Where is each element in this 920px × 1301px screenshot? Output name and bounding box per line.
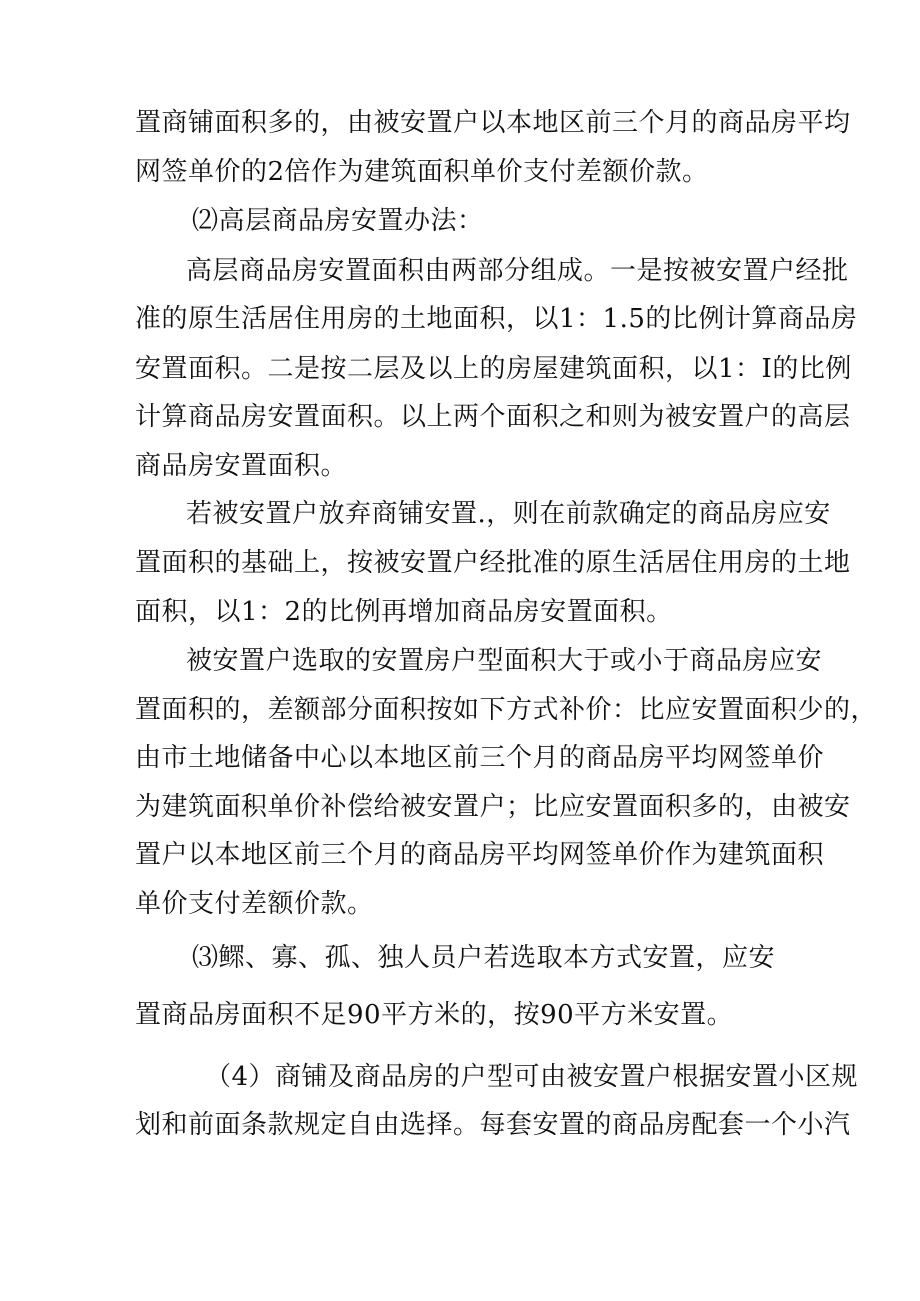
text-line: 商品房安置面积。 <box>135 451 348 481</box>
text-line: 若被安置户放弃商铺安置.，则在前款确定的商品房应安 <box>186 499 831 529</box>
text-line: 安置面积。二是按二层及以上的房屋建筑面积，以1：I的比例 <box>135 354 852 384</box>
text-line: 准的原生活居住用房的土地面积，以1：1.5的比例计算商品房 <box>135 304 858 334</box>
subsection-heading: （4）商铺及商品房的户型可由被安置户根据安置小区规 <box>205 1062 859 1092</box>
text-line: 置商铺面积多的，由被安置户以本地区前三个月的商品房平均 <box>135 108 851 138</box>
text-line: 置户以本地区前三个月的商品房平均网签单价作为建筑面积 <box>135 840 825 870</box>
text-line: 置面积的基础上，按被安置户经批准的原生活居住用房的土地 <box>135 548 851 578</box>
text-line: 为建筑面积单价补偿给被安置户；比应安置面积多的，由被安 <box>135 792 851 822</box>
text-line: 计算商品房安置面积。以上两个面积之和则为被安置户的高层 <box>135 402 851 432</box>
text-line: 置面积的，差额部分面积按如下方式补价：比应安置面积少的， <box>135 695 878 725</box>
subsection-heading: ⑵高层商品房安置办法： <box>192 206 484 236</box>
text-line: 网签单价的2倍作为建筑面积单价支付差额价款。 <box>135 157 709 187</box>
text-line: 单价支付差额价款。 <box>135 889 374 919</box>
subsection-heading: ⑶鳏、寡、孤、独人员户若选取本方式安置，应安 <box>192 943 776 973</box>
text-line: 划和前面条款规定自由选择。每套安置的商品房配套一个小汽 <box>135 1110 851 1140</box>
text-line: 由市土地储备中心以本地区前三个月的商品房平均网签单价 <box>135 743 825 773</box>
text-line: 被安置户选取的安置房户型面积大于或小于商品房应安 <box>186 646 823 676</box>
text-line: 高层商品房安置面积由两部分组成。一是按被安置户经批 <box>186 256 849 286</box>
text-line: 面积，以1：2的比例再增加商品房安置面积。 <box>135 597 673 627</box>
text-line: 置商品房面积不足90平方米的，按90平方米安置。 <box>135 1000 734 1030</box>
